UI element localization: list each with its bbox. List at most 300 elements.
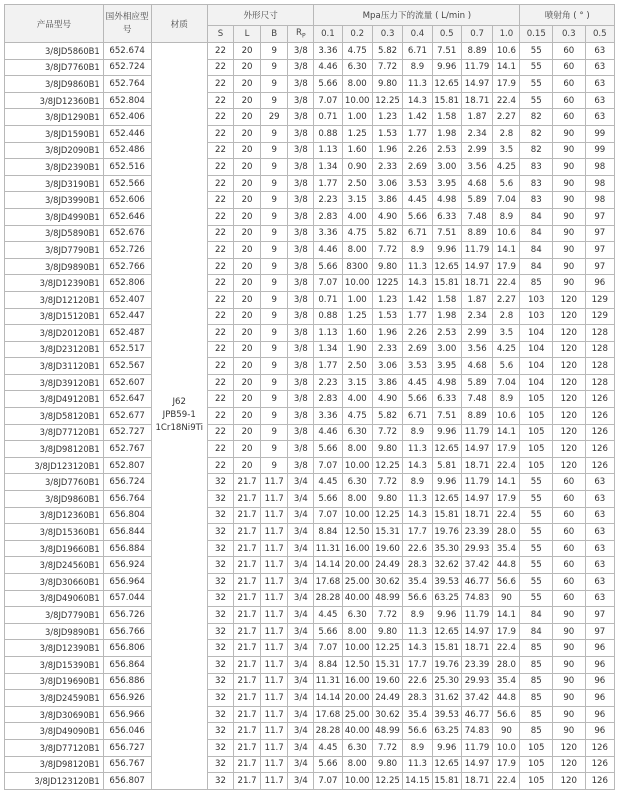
value-cell: 9: [261, 242, 288, 259]
value-cell: 7.07: [314, 640, 342, 657]
value-cell: 3/8: [288, 457, 314, 474]
foreign-model-cell: 656.886: [103, 673, 151, 690]
value-cell: 8.00: [342, 623, 372, 640]
value-cell: 8.9: [493, 208, 520, 225]
value-cell: 90: [493, 590, 520, 607]
value-cell: 120: [553, 408, 586, 425]
value-cell: 20.00: [342, 690, 372, 707]
value-cell: 105: [520, 441, 553, 458]
value-cell: 17.9: [493, 76, 520, 93]
value-cell: 1.34: [314, 159, 342, 176]
value-cell: 11.7: [261, 474, 288, 491]
value-cell: 1.98: [432, 308, 461, 325]
foreign-model-cell: 656.804: [103, 507, 151, 524]
table-body: [5, 43, 615, 790]
value-cell: 28.0: [493, 656, 520, 673]
value-cell: 96: [585, 673, 614, 690]
dimensions-header: 外形尺寸: [207, 5, 313, 26]
table-row: [5, 408, 615, 425]
value-cell: 12.25: [372, 92, 402, 109]
value-cell: 46.77: [461, 706, 492, 723]
value-cell: 3.53: [403, 175, 432, 192]
value-cell: 20: [234, 391, 261, 408]
value-cell: 1.77: [403, 308, 432, 325]
value-cell: 10.6: [493, 43, 520, 60]
material-line: JPB59-1: [162, 410, 196, 421]
value-cell: 90: [553, 125, 586, 142]
model-cell: 3/8JD31120B1: [5, 358, 104, 375]
value-cell: 17.7: [403, 524, 432, 541]
value-cell: 2.27: [493, 291, 520, 308]
foreign-model-cell: 652.516: [103, 159, 151, 176]
value-cell: 22: [207, 192, 233, 209]
value-cell: 63: [585, 557, 614, 574]
value-cell: 90: [553, 192, 586, 209]
value-cell: 90: [553, 723, 586, 740]
value-cell: 5.66: [314, 441, 342, 458]
value-cell: 19.76: [432, 656, 461, 673]
value-cell: 9.80: [372, 491, 402, 508]
value-cell: 9: [261, 374, 288, 391]
value-cell: 1.42: [403, 291, 432, 308]
spray-angle-header: 喷射角 ( ° ): [520, 5, 615, 26]
value-cell: 1.60: [342, 325, 372, 342]
value-cell: 21.7: [234, 690, 261, 707]
value-cell: 15.31: [372, 656, 402, 673]
value-cell: 126: [585, 457, 614, 474]
value-cell: 22: [207, 408, 233, 425]
model-cell: 3/8JD3990B1: [5, 192, 104, 209]
value-cell: 60: [553, 92, 586, 109]
value-cell: 128: [585, 325, 614, 342]
value-cell: 3/4: [288, 524, 314, 541]
value-cell: 3.53: [403, 358, 432, 375]
foreign-model-cell: 652.764: [103, 76, 151, 93]
value-cell: 1.98: [432, 125, 461, 142]
value-cell: 9.96: [432, 424, 461, 441]
value-cell: 7.51: [432, 43, 461, 60]
value-cell: 20: [234, 192, 261, 209]
value-cell: 11.7: [261, 574, 288, 591]
value-cell: 25.00: [342, 706, 372, 723]
value-cell: 8.9: [403, 474, 432, 491]
pressure-header: 0.2: [342, 26, 372, 43]
value-cell: 84: [520, 225, 553, 242]
value-cell: 11.7: [261, 540, 288, 557]
value-cell: 85: [520, 640, 553, 657]
value-cell: 11.7: [261, 773, 288, 790]
value-cell: 12.65: [432, 76, 461, 93]
pressure-header: 0.5: [432, 26, 461, 43]
value-cell: 32: [207, 607, 233, 624]
table-row: [5, 258, 615, 275]
value-cell: 9.96: [432, 474, 461, 491]
value-cell: 8.9: [403, 607, 432, 624]
model-cell: 3/8JD9890B1: [5, 623, 104, 640]
table-row: [5, 739, 615, 756]
value-cell: 120: [553, 291, 586, 308]
value-cell: 12.65: [432, 258, 461, 275]
value-cell: 35.4: [403, 706, 432, 723]
value-cell: 2.33: [372, 341, 402, 358]
value-cell: 90: [553, 175, 586, 192]
value-cell: 19.60: [372, 673, 402, 690]
value-cell: 3.36: [314, 43, 342, 60]
value-cell: 22: [207, 441, 233, 458]
value-cell: 0.90: [342, 159, 372, 176]
foreign-model-cell: 656.806: [103, 640, 151, 657]
value-cell: 4.45: [314, 474, 342, 491]
pressure-header: 0.3: [372, 26, 402, 43]
value-cell: 120: [553, 358, 586, 375]
value-cell: 63: [585, 59, 614, 76]
table-row: [5, 773, 615, 790]
value-cell: 126: [585, 391, 614, 408]
foreign-model-cell: 656.884: [103, 540, 151, 557]
value-cell: 3/8: [288, 341, 314, 358]
model-cell: 3/8JD9860B1: [5, 491, 104, 508]
value-cell: 4.90: [372, 391, 402, 408]
value-cell: 11.7: [261, 640, 288, 657]
value-cell: 1.13: [314, 142, 342, 159]
value-cell: 20: [234, 457, 261, 474]
value-cell: 0.71: [314, 109, 342, 126]
model-header: 产品型号: [5, 5, 104, 43]
value-cell: 2.53: [432, 325, 461, 342]
value-cell: 4.46: [314, 424, 342, 441]
value-cell: 22: [207, 125, 233, 142]
value-cell: 4.75: [342, 408, 372, 425]
value-cell: 55: [520, 43, 553, 60]
value-cell: 6.33: [432, 208, 461, 225]
value-cell: 90: [553, 225, 586, 242]
value-cell: 20: [234, 159, 261, 176]
value-cell: 14.1: [493, 474, 520, 491]
table-row: [5, 325, 615, 342]
model-cell: 3/8JD30690B1: [5, 706, 104, 723]
spec-table-container: [4, 4, 615, 790]
table-row: [5, 109, 615, 126]
value-cell: 14.14: [314, 557, 342, 574]
value-cell: 60: [553, 59, 586, 76]
value-cell: 3.06: [372, 175, 402, 192]
value-cell: 7.72: [372, 474, 402, 491]
value-cell: 22: [207, 291, 233, 308]
model-cell: 3/8JD4990B1: [5, 208, 104, 225]
value-cell: 84: [520, 607, 553, 624]
foreign-model-cell: 652.647: [103, 391, 151, 408]
value-cell: 1.25: [342, 308, 372, 325]
value-cell: 11.7: [261, 557, 288, 574]
value-cell: 9: [261, 341, 288, 358]
value-cell: 55: [520, 491, 553, 508]
value-cell: 4.68: [461, 358, 492, 375]
value-cell: 1.00: [342, 109, 372, 126]
value-cell: 3/4: [288, 607, 314, 624]
value-cell: 14.14: [314, 690, 342, 707]
value-cell: 90: [553, 258, 586, 275]
value-cell: 22: [207, 76, 233, 93]
table-row: [5, 391, 615, 408]
value-cell: 32: [207, 706, 233, 723]
value-cell: 2.8: [493, 125, 520, 142]
model-cell: 3/8JD23120B1: [5, 341, 104, 358]
value-cell: 1.87: [461, 291, 492, 308]
material-line: 1Cr18Ni9Ti: [155, 423, 204, 434]
value-cell: 32: [207, 590, 233, 607]
value-cell: 22: [207, 43, 233, 60]
foreign-model-cell: 652.767: [103, 441, 151, 458]
value-cell: 120: [553, 325, 586, 342]
value-cell: 21.7: [234, 706, 261, 723]
value-cell: 22: [207, 175, 233, 192]
value-cell: 14.3: [403, 507, 432, 524]
value-cell: 9: [261, 43, 288, 60]
value-cell: 25.00: [342, 574, 372, 591]
value-cell: 11.3: [403, 258, 432, 275]
value-cell: 85: [520, 690, 553, 707]
model-cell: 3/8JD49060B1: [5, 590, 104, 607]
model-cell: 3/8JD12360B1: [5, 507, 104, 524]
angle-pressure-header: 0.5: [585, 26, 614, 43]
value-cell: 2.23: [314, 374, 342, 391]
model-cell: 3/8JD19690B1: [5, 673, 104, 690]
value-cell: 29.93: [461, 540, 492, 557]
value-cell: 4.75: [342, 43, 372, 60]
value-cell: 17.68: [314, 574, 342, 591]
value-cell: 22.4: [493, 92, 520, 109]
value-cell: 12.25: [372, 640, 402, 657]
value-cell: 15.81: [432, 92, 461, 109]
value-cell: 5.82: [372, 408, 402, 425]
value-cell: 1.77: [403, 125, 432, 142]
value-cell: 60: [553, 109, 586, 126]
value-cell: 11.3: [403, 491, 432, 508]
value-cell: 1.90: [342, 341, 372, 358]
foreign-model-cell: 656.724: [103, 474, 151, 491]
value-cell: 17.9: [493, 441, 520, 458]
value-cell: 128: [585, 374, 614, 391]
value-cell: 2.53: [432, 142, 461, 159]
value-cell: 22: [207, 92, 233, 109]
table-row: [5, 308, 615, 325]
value-cell: 105: [520, 408, 553, 425]
value-cell: 32: [207, 739, 233, 756]
value-cell: 32.62: [432, 557, 461, 574]
value-cell: 3/8: [288, 291, 314, 308]
value-cell: 7.04: [493, 192, 520, 209]
value-cell: 22.4: [493, 457, 520, 474]
value-cell: 11.79: [461, 242, 492, 259]
value-cell: 6.30: [342, 739, 372, 756]
model-cell: 3/8JD30660B1: [5, 574, 104, 591]
value-cell: 82: [520, 142, 553, 159]
value-cell: 6.33: [432, 391, 461, 408]
value-cell: 1.23: [372, 109, 402, 126]
value-cell: 22: [207, 159, 233, 176]
value-cell: 55: [520, 524, 553, 541]
value-cell: 12.50: [342, 524, 372, 541]
table-row: [5, 640, 615, 657]
value-cell: 63: [585, 540, 614, 557]
value-cell: 60: [553, 474, 586, 491]
value-cell: 24.49: [372, 690, 402, 707]
value-cell: 120: [553, 391, 586, 408]
value-cell: 20: [234, 308, 261, 325]
value-cell: 1.53: [372, 308, 402, 325]
value-cell: 17.9: [493, 623, 520, 640]
foreign-model-cell: 652.804: [103, 92, 151, 109]
value-cell: 18.71: [461, 773, 492, 790]
value-cell: 3/8: [288, 59, 314, 76]
foreign-model-cell: 656.046: [103, 723, 151, 740]
value-cell: 20: [234, 109, 261, 126]
value-cell: 1.87: [461, 109, 492, 126]
value-cell: 9: [261, 92, 288, 109]
value-cell: 4.45: [403, 192, 432, 209]
value-cell: 8300: [342, 258, 372, 275]
value-cell: 63: [585, 524, 614, 541]
foreign-model-cell: 652.674: [103, 43, 151, 60]
value-cell: 105: [520, 756, 553, 773]
value-cell: 60: [553, 43, 586, 60]
table-row: [5, 574, 615, 591]
value-cell: 20: [234, 374, 261, 391]
value-cell: 22: [207, 225, 233, 242]
value-cell: 2.27: [493, 109, 520, 126]
value-cell: 21.7: [234, 756, 261, 773]
table-row: [5, 424, 615, 441]
value-cell: 96: [585, 690, 614, 707]
value-cell: 63: [585, 109, 614, 126]
value-cell: 98: [585, 175, 614, 192]
angle-pressure-header: 0.3: [553, 26, 586, 43]
value-cell: 7.51: [432, 225, 461, 242]
value-cell: 105: [520, 739, 553, 756]
value-cell: 16.00: [342, 673, 372, 690]
value-cell: 3/8: [288, 92, 314, 109]
foreign-model-cell: 652.806: [103, 275, 151, 292]
value-cell: 98: [585, 159, 614, 176]
table-row: [5, 557, 615, 574]
value-cell: 1.42: [403, 109, 432, 126]
foreign-model-cell: 652.517: [103, 341, 151, 358]
value-cell: 21.7: [234, 507, 261, 524]
value-cell: 32: [207, 540, 233, 557]
value-cell: 3/8: [288, 358, 314, 375]
foreign-model-cell: 652.566: [103, 175, 151, 192]
foreign-model-cell: 652.447: [103, 308, 151, 325]
table-row: [5, 76, 615, 93]
table-row: [5, 142, 615, 159]
value-cell: 1.00: [342, 291, 372, 308]
value-cell: 44.8: [493, 557, 520, 574]
value-cell: 18.71: [461, 640, 492, 657]
value-cell: 6.71: [403, 225, 432, 242]
value-cell: 14.3: [403, 457, 432, 474]
value-cell: 6.30: [342, 59, 372, 76]
value-cell: 28.3: [403, 690, 432, 707]
value-cell: 22.4: [493, 275, 520, 292]
foreign-model-cell: 656.807: [103, 773, 151, 790]
foreign-model-cell: 652.486: [103, 142, 151, 159]
value-cell: 11.7: [261, 690, 288, 707]
value-cell: 10.00: [342, 773, 372, 790]
value-cell: 11.7: [261, 607, 288, 624]
foreign-model-cell: 652.407: [103, 291, 151, 308]
model-cell: 3/8JD49120B1: [5, 391, 104, 408]
value-cell: 7.72: [372, 242, 402, 259]
value-cell: 21.7: [234, 640, 261, 657]
value-cell: 8.89: [461, 43, 492, 60]
value-cell: 12.65: [432, 756, 461, 773]
value-cell: 2.34: [461, 125, 492, 142]
value-cell: 3.00: [432, 159, 461, 176]
value-cell: 96: [585, 723, 614, 740]
value-cell: 5.66: [314, 258, 342, 275]
value-cell: 8.89: [461, 408, 492, 425]
value-cell: 9: [261, 424, 288, 441]
value-cell: 14.97: [461, 441, 492, 458]
value-cell: 11.3: [403, 756, 432, 773]
value-cell: 3/4: [288, 574, 314, 591]
table-row: [5, 192, 615, 209]
value-cell: 21.7: [234, 590, 261, 607]
value-cell: 4.45: [314, 607, 342, 624]
value-cell: 20: [234, 225, 261, 242]
value-cell: 60: [553, 590, 586, 607]
value-cell: 3/4: [288, 656, 314, 673]
value-cell: 55: [520, 474, 553, 491]
value-cell: 14.1: [493, 59, 520, 76]
value-cell: 3/8: [288, 125, 314, 142]
value-cell: 20: [234, 92, 261, 109]
value-cell: 5.66: [314, 491, 342, 508]
value-cell: 7.07: [314, 507, 342, 524]
value-cell: 0.88: [314, 125, 342, 142]
value-cell: 11.3: [403, 76, 432, 93]
value-cell: 32: [207, 690, 233, 707]
value-cell: 3.95: [432, 358, 461, 375]
value-cell: 1.96: [372, 142, 402, 159]
value-cell: 0.88: [314, 308, 342, 325]
value-cell: 7.48: [461, 208, 492, 225]
value-cell: 40.00: [342, 590, 372, 607]
value-cell: 21.7: [234, 623, 261, 640]
foreign-model-cell: 652.607: [103, 374, 151, 391]
value-cell: 55: [520, 590, 553, 607]
value-cell: 18.71: [461, 275, 492, 292]
value-cell: 11.79: [461, 607, 492, 624]
value-cell: 46.77: [461, 574, 492, 591]
value-cell: 9: [261, 76, 288, 93]
table-row: [5, 125, 615, 142]
value-cell: 12.65: [432, 623, 461, 640]
value-cell: 14.1: [493, 424, 520, 441]
value-cell: 3.86: [372, 374, 402, 391]
value-cell: 7.07: [314, 457, 342, 474]
value-cell: 120: [553, 457, 586, 474]
foreign-model-cell: 656.764: [103, 491, 151, 508]
value-cell: 3/8: [288, 424, 314, 441]
value-cell: 2.99: [461, 325, 492, 342]
table-row: [5, 275, 615, 292]
value-cell: 9: [261, 441, 288, 458]
value-cell: 84: [520, 242, 553, 259]
value-cell: 3/8: [288, 225, 314, 242]
value-cell: 9: [261, 391, 288, 408]
value-cell: 90: [553, 640, 586, 657]
